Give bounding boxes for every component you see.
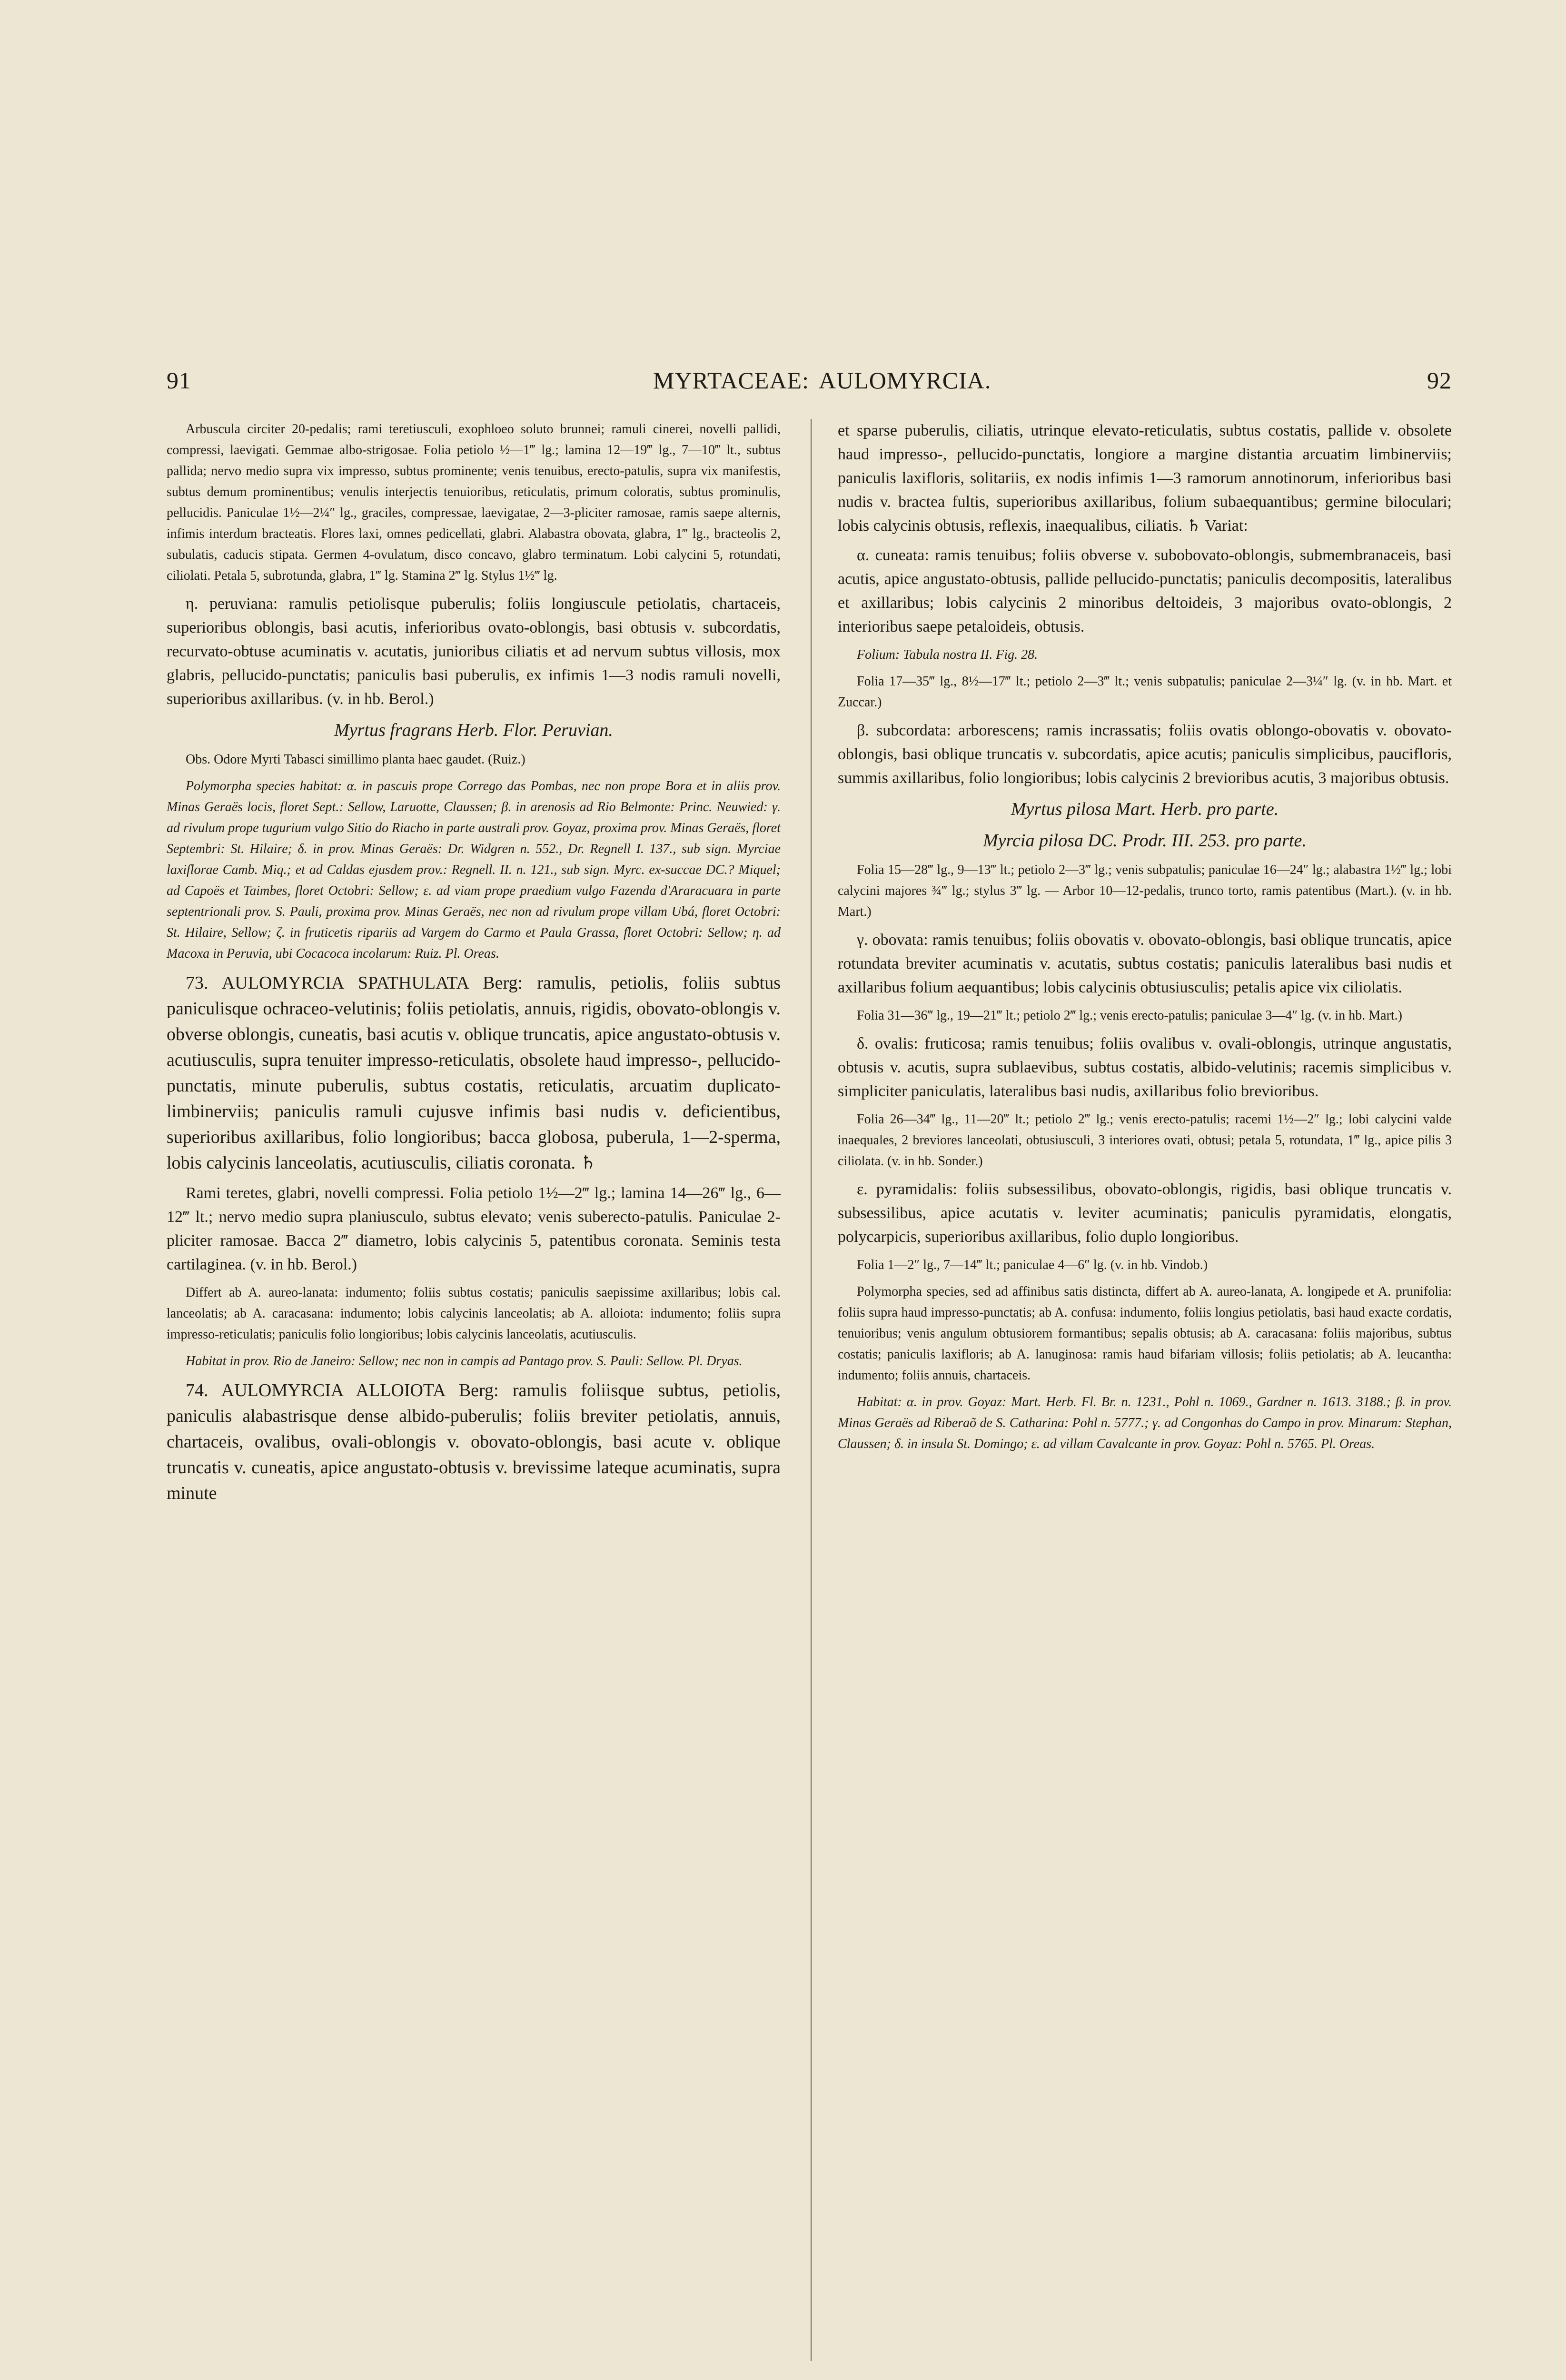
variety-delta: δ. ovalis: fruticosa; ramis tenuibus; foliis ovalibus v. ovali-oblongis, utrinque angustatis, obtusis v. acutis, supra sublaevibus, subtus costatis, albido-velutinis; racemis simplicibus v. simpliciter paniculatis, lateralibus basi nudis, axillaribus folio brevioribus.	[838, 1035, 1452, 1100]
synonym-2: Myrcia pilosa DC. Prodr. III. 253. pro parte.	[983, 831, 1307, 851]
species-74-heading: 74. AULOMYRCIA ALLOIOTA Berg: ramulis foliisque subtus, petiolis, paniculis alabastrisque dense albido-puberulis; foliis breviter petiolatis, annuis, chartaceis, ovalibus, ovali-oblongis v. obovato-oblongis, basi acute v. oblique truncatis v. cuneatis, apice angustato-obtusis v. brevissime lateque acuminatis, supra minute	[167, 1380, 781, 1503]
species-73-habitat: Habitat in prov. Rio de Janeiro: Sellow; nec non in campis ad Pantago prov. S. Pauli: Sellow. Pl. Dryas.	[186, 1354, 743, 1368]
habitat-paragraph: Polymorpha species habitat: α. in pascuis prope Corregо das Pombas, nec non prope Bora et in aliis prov. Minas Geraës locis, floret Sept.: Sellow, Laruotte, Claussen; β. in arenosis ad Rio Belmonte: Princ. Neuwied: γ. ad rivulum prope tugurium vulgo Sitio do Riacho in parte australi prov. Goyaz, proxima prov. Minas Geraës, floret Septembri: St. Hilaire; δ. in prov. Minas Geraës: Dr. Widgren n. 552., Dr. Regnell I. 137., sub sign. Myrciae laxiflorae Camb. Miq.; et ad Caldas ejusdem prov.: Regnell. II. n. 121., sub sign. Myrc. ex-succae DC.? Miquel; ad Capoës et Taimbes, floret Octobri: Sellow; ε. ad viam prope praedium vulgo Fazenda d'Araracuara in parte septentrionali prov. S. Pauli, proxima prov. Minas Geraës, nec non ad rivulum prope villam Ubá, floret Octobri: St. Hilaire, Sellow; ζ. in fruticetis ripariis ad Vargem do Carmo et Paula Grassa, floret Octobri: Sellow; η. ad Macoxa in Peruvia, ubi Cocacoca incolarum: Ruiz. Pl. Oreas.	[167, 779, 781, 961]
variety-gamma-measurements: Folia 31—36‴ lg., 19—21‴ lt.; petiolo 2‴ lg.; venis erecto-patulis; paniculae 3—4″ lg. (v. in hb. Mart.)	[857, 1008, 1402, 1023]
variety-beta-measurements: Folia 15—28‴ lg., 9—13‴ lt.; petiolo 2—3‴ lg.; venis subpatulis; paniculae 16—24″ lg.; alabastra 1½‴ lg.; lobi calycini majores ¾‴ lg.; stylus 3‴ lg. — Arbor 10—12-pedalis, trunco torto, ramis patentibus (Mart.). (v. in hb. Mart.)	[838, 863, 1452, 919]
variety-gamma: γ. obovata: ramis tenuibus; foliis obovatis v. obovato-oblongis, basi oblique truncatis, apice rotundata breviter acuminatis v. acutatis, subtus costatis; paniculis lateralibus basi nudis et axillaribus folium aequantibus; lobis calycinis obtusiusculis; petalis apice vix ciliolatis.	[838, 931, 1452, 996]
running-title-right: AULOMYRCIA.	[819, 367, 991, 394]
right-column	[838, 419, 1452, 1460]
variety-epsilon-measurements: Folia 1—2″ lg., 7—14‴ lt.; paniculae 4—6″ lg. (v. in hb. Vindob.)	[857, 1258, 1208, 1272]
left-column	[167, 419, 781, 1512]
variety-beta: β. subcordata: arborescens; ramis incrassatis; foliis ovatis oblongo-obovatis v. obovato-oblongis, basi oblique truncatis v. subcordatis, apice acutis; paniculis simplicibus, paucifloris, summis axillaribus, folio longioribus; lobis calycinis 2 brevioribus acutis, 3 majoribus obtusis.	[838, 722, 1452, 787]
page-number-left: 91	[167, 367, 191, 394]
page-number-right: 92	[1427, 367, 1452, 394]
synonym-1: Myrtus pilosa Mart. Herb. pro parte.	[1011, 799, 1279, 819]
habitat-paragraph-right: Habitat: α. in prov. Goyaz: Mart. Herb. Fl. Br. n. 1231., Pohl n. 1069., Gardner n. 1613. 3188.; β. in prov. Minas Geraës ad Riberaõ de S. Catharina: Pohl n. 5777.; γ. ad Congonhas do Campo in prov. Minarum: Stephan, Claussen; δ. in insula St. Domingo; ε. ad villam Cavalcante in prov. Goyaz: Pohl n. 5765. Pl. Oreas.	[838, 1395, 1452, 1451]
running-title-left: MYRTACEAE:	[653, 367, 809, 394]
description-paragraph: Arbuscula circiter 20-pedalis; rami teretiusculi, exophloeo soluto brunnei; ramuli cinerei, novelli pallidi, compressi, laevigati. Gemmae albo-strigosae. Folia petiolo ½—1‴ lg.; lamina 12—19‴ lg., 7—10‴ lt., subtus pallida; nervo medio supra vix impresso, subtus prominente; venis tenuibus, erecto-patulis, supra vix manifestis, subtus demum prominentibus; venulis interjectis tenuioribus, reticulatis, primum coloratis, subtus prominulis, pellucidis. Paniculae 1½—2¼″ lg., graciles, compressae, laevigatae, 2—3-pliciter ramosae, ramis saepe alternis, infimis interdum bracteatis. Flores laxi, omnes pedicellati, glabri. Alabastra obovata, glabra, 1‴ lg., bracteolis 2, subulatis, caducis stipata. Germen 4-ovulatum, disco concavo, glabro terminatum. Lobi calycini 5, rotundati, ciliolati. Petala 5, subrotunda, glabra, 1‴ lg. Stamina 2‴ lg. Stylus 1½‴ lg.	[167, 422, 781, 583]
species-74-continued: et sparse puberulis, ciliatis, utrinque elevato-reticulatis, subtus costatis, pallide v. obsolete haud impresso-, pellucido-punctatis, longiore a margine distantia arcuatim limbinerviis; paniculis laxifloris, solitariis, ex nodis infimis 1—3 ramorum annotinorum, inferioribus basi nudis v. bractea fultis, superioribus axillaribus, folium subaequantibus; germine biloculari; lobis calycinis obtusis, reflexis, inaequalibus, ciliatis. ♄ Variat:	[838, 422, 1452, 535]
species-73-heading: 73. AULOMYRCIA SPATHULATA Berg: ramulis, petiolis, foliis subtus paniculisque ochraceo-velutinis; foliis petiolatis, annuis, rigidis, obovato-oblongis v. obverse oblongis, cuneatis, basi acutis v. oblique truncatis, apice angustato-obtusis v. acutiusculis, supra tenuiter impresso-reticulatis, obsolete haud impresso-, pellucido-punctatis, minute puberulis, subtus costatis, reticulatis, arcuatim duplicato-limbinerviis; paniculis ramuli cujusve infimis basi nudis v. deficientibus, superioribus axillaribus, folio longioribus; bacca globosa, puberula, 1—2-sperma, lobis calycinis lanceolatis, acutiusculis, ciliatis coronata. ♄	[167, 973, 781, 1173]
differential-notes: Polymorpha species, sed ad affinibus satis distincta, differt ab A. aureo-lanata, A. longipede et A. prunifolia: foliis supra haud impresso-punctatis; ab A. confusa: indumento, foliis longius petiolatis, basi haud exacte cordatis, tenuioribus; venis angulum obtusiorem formantibus; sepalis obtusis; ab A. caracasana: foliis majoribus, subtus costatis; paniculis laxifloris; ab A. lanuginosa: ramis haud bifariam villosis; foliis petiolatis; ab A. leucantha: indumento; foliis annuis, chartaceis.	[838, 1284, 1452, 1383]
variety-alpha: α. cuneata: ramis tenuibus; foliis obverse v. subobovato-oblongis, submembranaceis, basi acutis, apice angustato-obtusis, pallide pellucido-punctatis; paniculis decompositis, lateralibus et axillaribus; lobis calycinis 2 minoribus deltoideis, 3 majoribus ovato-oblongis, 2 interioribus saepe petaloideis, obtusis.	[838, 546, 1452, 635]
variety-epsilon: ε. pyramidalis: foliis subsessilibus, obovato-oblongis, rigidis, basi oblique truncatis v. subsessilibus, apice acutatis v. leviter acuminatis; paniculis pyramidatis, elongatis, polycarpicis, superioribus axillaribus, folio duplo longioribus.	[838, 1180, 1452, 1246]
species-73-description: Rami teretes, glabri, novelli compressi. Folia petiolo 1½—2‴ lg.; lamina 14—26‴ lg., 6—12‴ lt.; nervo medio supra planiusculo, subtus elevato; venis suberecto-patulis. Paniculae 2-pliciter ramosae. Bacca 2‴ diametro, lobis calycinis 5, patentibus coronata. Seminis testa cartilaginea. (v. in hb. Berol.)	[167, 1184, 781, 1273]
observation: Obs. Odore Myrti Tabasci simillimo planta haec gaudet. (Ruiz.)	[186, 752, 525, 767]
variety-delta-measurements: Folia 26—34‴ lg., 11—20‴ lt.; petiolo 2‴ lg.; venis erecto-patulis; racemi 1½—2″ lg.; lobi calycini valde inaequales, 2 breviores lanceolati, obtusiusculi, 3 interiores ovati, obtusi; petala 5, rotundata, 1‴ lg., apice pilis 3 ciliolata. (v. in hb. Sonder.)	[838, 1112, 1452, 1169]
figure-reference: Folium: Tabula nostra II. Fig. 28.	[857, 647, 1038, 662]
species-73-differt: Differt ab A. aureo-lanata: indumento; foliis subtus costatis; paniculis saepissime axillaribus; lobis cal. lanceolatis; ab A. caracasana: indumento; lobis calycinis lanceolatis; ab A. alloiota: indumento; foliis supra impresso-reticulatis; paniculis folio longioribus; lobis calycinis lanceolatis, acutiusculis.	[167, 1285, 781, 1342]
synonym: Myrtus fragrans Herb. Flor. Peruvian.	[334, 720, 613, 740]
column-divider	[811, 419, 812, 2361]
variety-alpha-measurements: Folia 17—35‴ lg., 8½—17‴ lt.; petiolo 2—3‴ lt.; venis subpatulis; paniculae 2—3¼″ lg. (v. in hb. Mart. et Zuccar.)	[838, 674, 1452, 710]
variety-eta: η. peruviana: ramulis petiolisque puberulis; foliis longiuscule petiolatis, chartaceis, superioribus oblongis, basi acutis, inferioribus ovato-oblongis, basi obtusis v. subcordatis, recurvato-obtuse acuminatis v. acutatis, junioribus ciliatis et ad nervum subtus villosis, mox glabris, pellucido-punctatis; paniculis basi puberulis, ex infimis 1—3 nodis ramuli novelli, superioribus axillaribus. (v. in hb. Berol.)	[167, 595, 781, 708]
running-header	[167, 367, 1452, 409]
